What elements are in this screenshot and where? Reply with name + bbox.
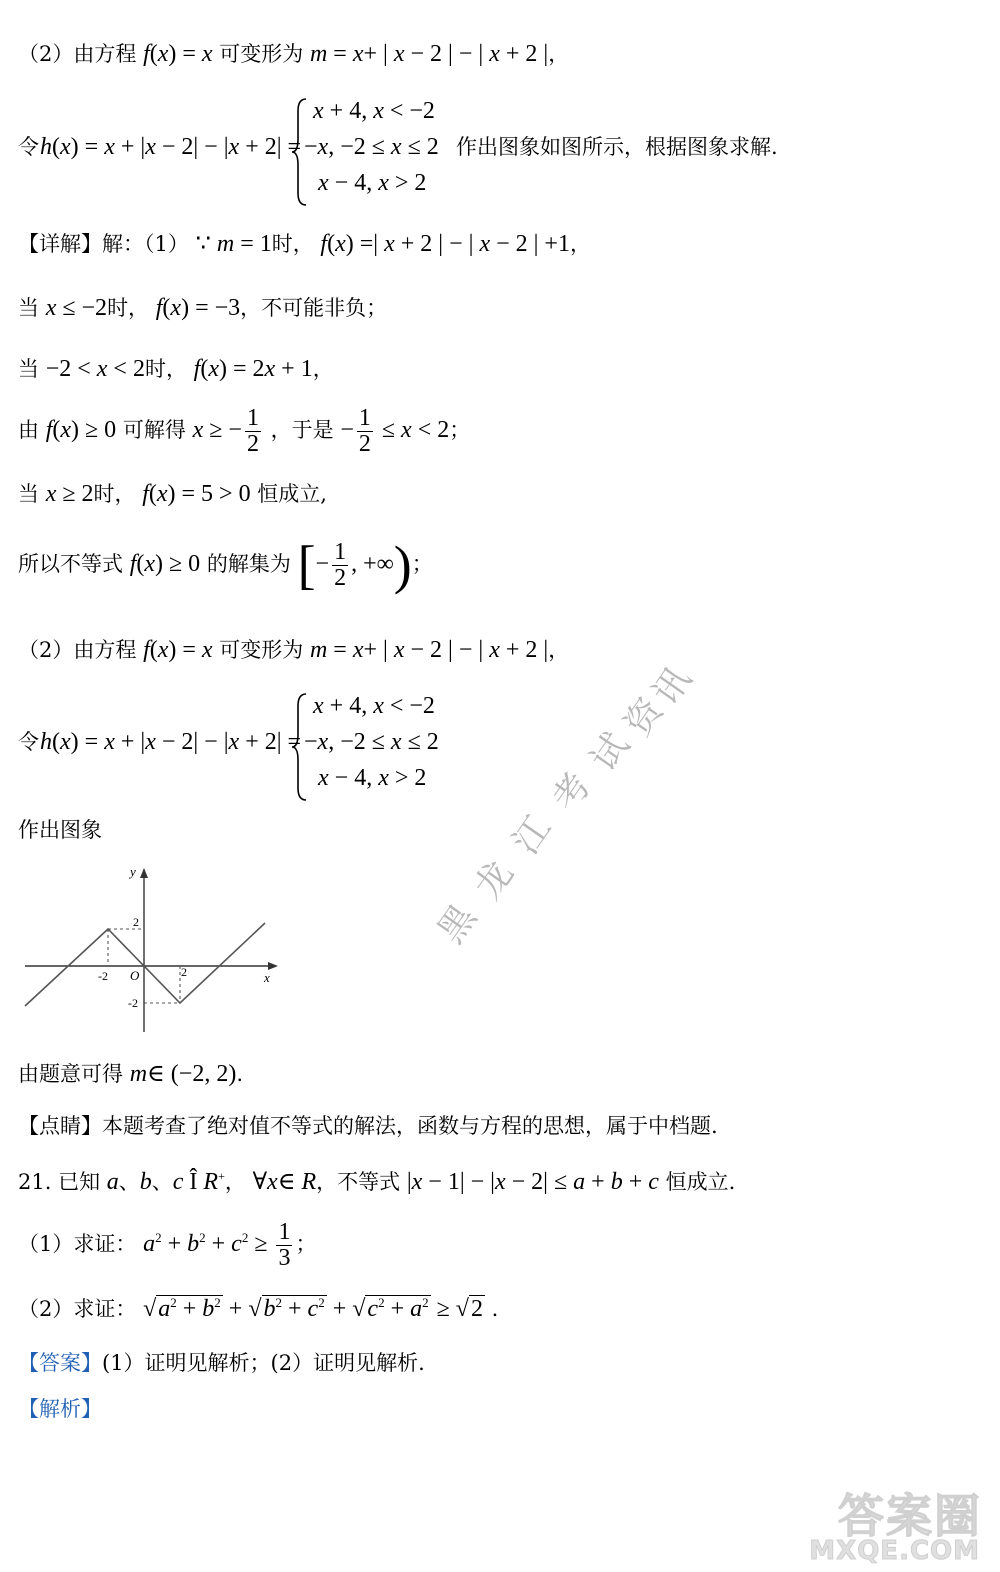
text: 由题意可得 [18, 1062, 123, 1086]
text: 当 [18, 482, 39, 506]
text: 恒成立. [665, 1170, 736, 1194]
detail-part2-line: （2）由方程 f(x) = x 可变形为 m = x+ | x − 2 | − | x + 2 |， [18, 637, 570, 663]
conclusion-line: 由题意可得 m∈ (−2, 2). [18, 1061, 244, 1087]
text: ， [224, 1170, 246, 1194]
text: 由 [18, 418, 39, 443]
y-arrow-icon [140, 868, 148, 878]
detail-case-c: 由 f(x) ≥ 0 可解得 x ≥ − $\frac{1}{2}$ ，于是 − $\frac{1}{2}$ ≤ x < 2； [18, 405, 471, 458]
answer-line [18, 1353, 425, 1374]
text: ，不等式 [316, 1170, 401, 1194]
detail-solution-set: 所以不等式 f(x) ≥ 0 的解集为 [− $\frac{1}{2}$ , +∞)； [18, 535, 433, 596]
x-tick-2: 2 [181, 965, 187, 979]
watermark-char: 龙 [467, 853, 522, 907]
function-curve [25, 923, 265, 1006]
text: 当 [18, 357, 39, 381]
comment-line [18, 1116, 718, 1137]
question-number: 21. 已知 [18, 1170, 101, 1194]
function-graph [20, 860, 285, 1035]
text: 的解集为 [206, 552, 291, 577]
text: 、 [118, 1170, 140, 1194]
watermark-char: 考 [545, 765, 600, 819]
question-21: 21. 已知 a、b、c Î R+， ∀x∈ R，不等式 |x − 1| − |x − 2| ≤ a + b + c 恒成立. [18, 1169, 736, 1195]
detail-case-a: 当 x ≤ −2时， f(x) = −3，不可能非负； [18, 295, 388, 321]
x-arrow-icon [268, 962, 278, 970]
text: 时， [93, 482, 136, 506]
y-axis-label: y [130, 864, 136, 879]
origin-label: O [130, 968, 140, 983]
detail-case-d: 当 x ≥ 2时， f(x) = 5 > 0 恒成立, [18, 481, 327, 507]
watermark-char: 资 [617, 690, 672, 744]
text: 、 [151, 1170, 173, 1194]
text: 作出图象如图所示，根据图象求解. [456, 135, 778, 159]
comment-text: 本题考查了绝对值不等式的解法，函数与方程的思想，属于中档题. [102, 1114, 718, 1138]
x-axis-label: x [264, 970, 270, 985]
text: 所以不等式 [18, 552, 123, 577]
draw-graph-text: 作出图象 [18, 818, 102, 842]
text: （1）求证： [18, 1232, 137, 1257]
text: 可变形为 [219, 42, 304, 66]
text: （2）由方程 [18, 638, 137, 662]
text: 恒成立, [257, 482, 327, 506]
watermark-char: 江 [505, 808, 560, 862]
text: （2）由方程 [18, 42, 137, 66]
detail-case-b: 当 −2 < x < 2时， f(x) = 2x + 1， [18, 356, 334, 382]
detail-label: 【详解】解：（1） [18, 232, 189, 256]
text: 可变形为 [219, 638, 304, 662]
watermark-char: 黑 [430, 897, 485, 951]
site-logo [809, 1476, 992, 1566]
watermark-char: 试 [583, 725, 638, 779]
detail-intro-line: 【详解】解：（1） ∵ m = 1时， f(x) =| x + 2 | − | x − 2 | +1， [18, 231, 591, 257]
text: ，于是 [270, 418, 334, 443]
logo-text: 答案圈 [838, 1489, 982, 1543]
top-part2-line: （2）由方程 f(x) = x 可变形为 m = x+ | x − 2 | − | x + 2 |， [18, 41, 570, 67]
comment-label: 【点睛】 [18, 1114, 102, 1138]
analysis-label: 【解析】 [18, 1397, 102, 1421]
y-tick-2: 2 [133, 915, 139, 929]
question-21-part1: （1）求证： $a^2 + b^2 + c^2$ ≥ $\frac{1}{3}$ ； [18, 1219, 317, 1272]
text: 当 [18, 296, 39, 320]
answer-label: 【答案】 [18, 1351, 102, 1375]
answer-text: (1）证明见解析；(2）证明见解析. [102, 1351, 425, 1375]
text: 令 [18, 730, 39, 754]
text: 令 [18, 135, 39, 159]
x-tick-neg2: -2 [98, 969, 108, 983]
question-21-part2: （2）求证： $√a^2 + b^2 + √b^2 + c^2 + √c^2 + a^2 \ge √2$ . [18, 1295, 499, 1322]
text: （2）求证： [18, 1297, 137, 1321]
text: 时， [144, 357, 187, 381]
y-tick-neg2: -2 [128, 996, 138, 1010]
watermark [412, 659, 712, 955]
text: 时， [107, 296, 150, 320]
text: 可解得 [122, 418, 186, 443]
text: ，不可能非负； [240, 296, 388, 320]
text: 时， [271, 232, 314, 256]
logo-domain: MXQE.COM [809, 1536, 980, 1566]
watermark-char: 讯 [645, 659, 700, 713]
